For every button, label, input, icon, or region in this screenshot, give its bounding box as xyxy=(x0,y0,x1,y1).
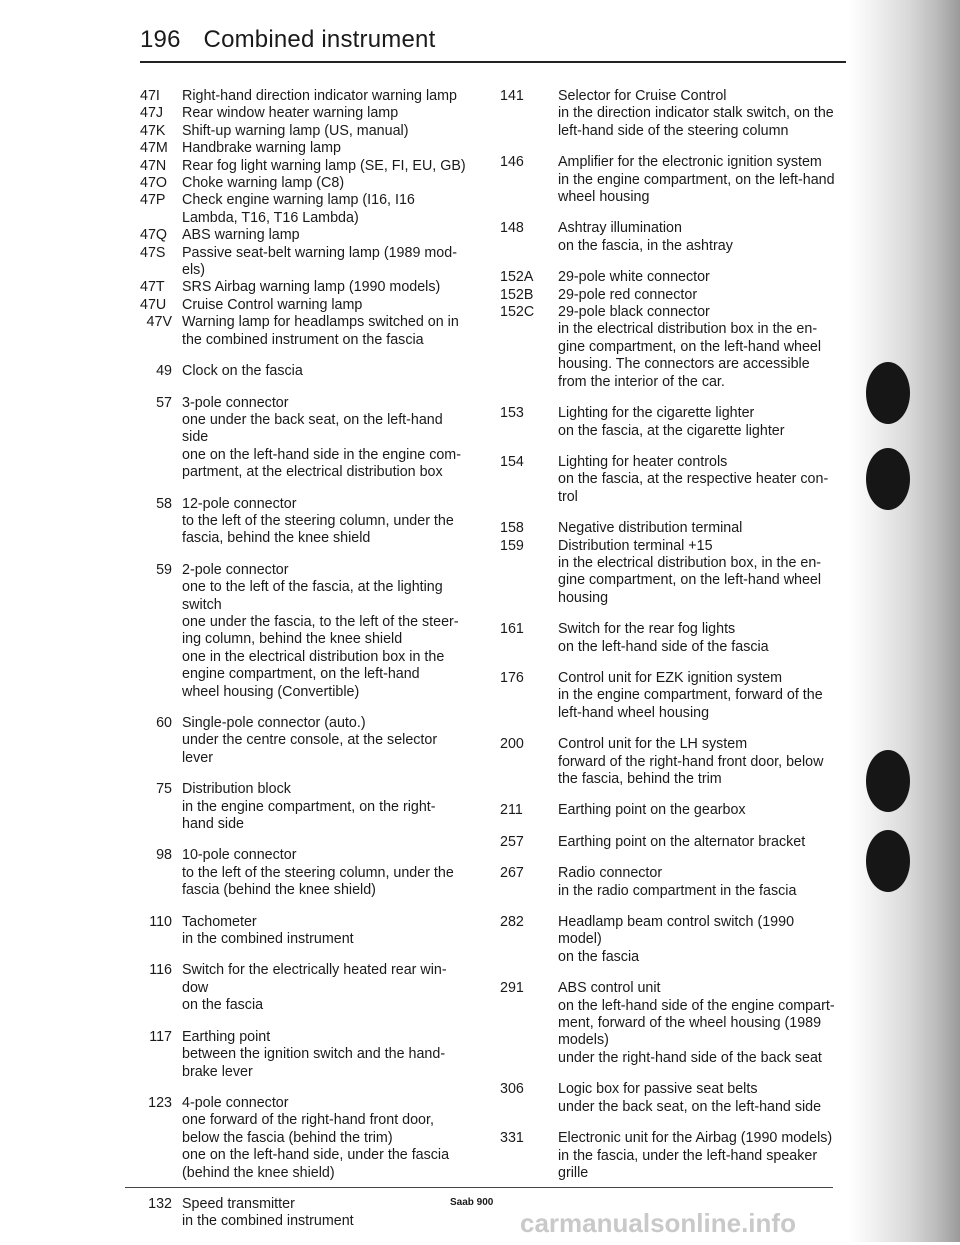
component-code: 47J xyxy=(140,105,164,122)
component-code: 47T xyxy=(140,279,165,296)
legend-entry xyxy=(108,192,478,227)
description-line: Switch for the electrically heated rear win- xyxy=(182,962,447,979)
component-code: 211 xyxy=(500,802,523,819)
component-code: 47V xyxy=(146,314,172,331)
component-code: 49 xyxy=(156,363,172,380)
description-line: to the left of the steering column, under the xyxy=(182,512,454,529)
component-description xyxy=(558,454,862,506)
component-description xyxy=(182,140,478,157)
component-code: 57 xyxy=(156,394,172,411)
description-line: ment, forward of the wheel housing (1989 xyxy=(558,1015,822,1032)
component-code: 161 xyxy=(500,621,524,638)
description-line: Earthing point xyxy=(182,1028,271,1045)
punch-hole xyxy=(866,750,910,812)
description-line: one under the back seat, on the left-hand xyxy=(182,411,443,428)
component-description xyxy=(182,297,478,314)
component-code: 306 xyxy=(500,1081,524,1098)
legend-entry xyxy=(488,980,862,1067)
component-code: 47Q xyxy=(140,227,168,244)
description-line: on the left-hand side of the fascia xyxy=(558,638,769,655)
legend-entry xyxy=(108,140,478,157)
description-line: on the fascia, in the ashtray xyxy=(558,237,733,254)
description-line: the fascia, behind the trim xyxy=(558,771,722,787)
component-code: 159 xyxy=(500,537,524,554)
description-line: from the interior of the car. xyxy=(558,373,725,390)
component-description xyxy=(182,158,478,175)
legend-entry xyxy=(488,287,862,304)
description-line: Lambda, T16, T16 Lambda) xyxy=(182,209,359,226)
legend-entry xyxy=(108,914,478,949)
legend-entry xyxy=(108,496,478,548)
component-description xyxy=(558,914,862,966)
component-code: 47S xyxy=(140,244,166,261)
component-code: 123 xyxy=(148,1094,172,1111)
component-code: 47P xyxy=(140,192,166,209)
description-line: switch xyxy=(182,596,222,613)
footer-label: Saab 900 xyxy=(450,1197,494,1208)
component-code: 98 xyxy=(156,847,172,864)
legend-entry xyxy=(108,1029,478,1081)
legend-entry xyxy=(488,914,862,966)
description-line: model) xyxy=(558,931,602,948)
component-code: 117 xyxy=(149,1028,172,1045)
description-line: Lighting for heater controls xyxy=(558,453,728,470)
component-description xyxy=(182,1095,478,1182)
description-line: in the direction indicator stalk switch, on the xyxy=(558,105,834,122)
component-description xyxy=(182,1196,478,1231)
page-number: 196 xyxy=(140,26,181,53)
description-line: on the fascia, at the cigarette lighter xyxy=(558,422,785,439)
description-line: side xyxy=(182,429,209,446)
component-code: 257 xyxy=(500,833,524,850)
component-code: 47N xyxy=(140,157,167,174)
left-legend-column xyxy=(108,88,478,1245)
component-description xyxy=(558,520,862,537)
description-line: Electronic unit for the Airbag (1990 models) xyxy=(558,1130,833,1147)
description-line: one under the fascia, to the left of the steer- xyxy=(182,613,459,630)
component-description xyxy=(558,802,862,819)
legend-entry xyxy=(488,269,862,286)
description-line: Passive seat-belt warning lamp (1989 mod- xyxy=(182,244,457,261)
component-code: 47O xyxy=(140,175,168,192)
component-description xyxy=(182,962,478,1014)
legend-entry xyxy=(108,245,478,280)
component-description xyxy=(558,538,862,608)
description-line: in the combined instrument xyxy=(182,931,354,948)
description-line: Handbrake warning lamp xyxy=(182,140,341,157)
legend-entry xyxy=(108,227,478,244)
component-description xyxy=(182,245,478,280)
legend-entry xyxy=(488,670,862,722)
description-line: in the engine compartment, on the right- xyxy=(182,798,436,815)
legend-entry xyxy=(488,454,862,506)
component-description xyxy=(558,980,862,1067)
description-line: ing column, behind the knee shield xyxy=(182,631,403,648)
right-legend-column xyxy=(488,88,862,1196)
legend-entry xyxy=(108,1196,478,1231)
component-description xyxy=(558,865,862,900)
component-description xyxy=(182,123,478,140)
component-description xyxy=(558,834,862,851)
legend-entry xyxy=(108,781,478,833)
legend-entry xyxy=(488,538,862,608)
description-line: Choke warning lamp (C8) xyxy=(182,175,345,192)
description-line: Control unit for EZK ignition system xyxy=(558,669,783,686)
component-description xyxy=(182,562,478,701)
component-description xyxy=(182,279,478,296)
component-code: 59 xyxy=(156,561,172,578)
description-line: Rear window heater warning lamp xyxy=(182,105,399,122)
legend-entry xyxy=(108,1095,478,1182)
description-line: left-hand side of the steering column xyxy=(558,122,789,139)
description-line: to the left of the steering column, under the xyxy=(182,864,454,881)
description-line: one forward of the right-hand front door, xyxy=(182,1112,434,1129)
description-line: forward of the right-hand front door, below xyxy=(558,753,824,770)
description-line: one in the electrical distribution box in the xyxy=(182,648,445,665)
description-line: under the back seat, on the left-hand side xyxy=(558,1098,822,1115)
description-line: 12-pole connector xyxy=(182,495,297,512)
component-code: 58 xyxy=(156,495,172,512)
description-line: gine compartment, on the left-hand wheel xyxy=(558,572,822,589)
description-line: one on the left-hand side, under the fascia xyxy=(182,1147,450,1164)
description-line: in the engine compartment, forward of the xyxy=(558,687,823,704)
legend-entry xyxy=(488,865,862,900)
legend-entry xyxy=(488,304,862,391)
description-line: Headlamp beam control switch (1990 xyxy=(558,914,795,931)
punch-hole xyxy=(866,448,910,510)
description-line: on the left-hand side of the engine compart- xyxy=(558,997,835,1014)
legend-entry xyxy=(488,88,862,140)
description-line: Distribution block xyxy=(182,781,291,798)
component-description xyxy=(558,269,862,286)
description-line: in the engine compartment, on the left-hand xyxy=(558,171,835,188)
description-line: Selector for Cruise Control xyxy=(558,88,727,104)
component-description xyxy=(558,287,862,304)
description-line: els) xyxy=(182,262,206,279)
description-line: partment, at the electrical distribution box xyxy=(182,464,443,481)
component-code: 47M xyxy=(140,140,168,157)
footer-rule xyxy=(125,1187,833,1188)
legend-entry xyxy=(108,158,478,175)
component-code: 146 xyxy=(500,154,524,171)
component-description xyxy=(182,227,478,244)
description-line: ABS control unit xyxy=(558,980,661,997)
description-line: Rear fog light warning lamp (SE, FI, EU, GB) xyxy=(182,157,466,174)
description-line: Distribution terminal +15 xyxy=(558,537,713,554)
description-line: on the fascia xyxy=(182,997,264,1014)
component-code: 60 xyxy=(156,715,172,731)
description-line: one to the left of the fascia, at the lighting xyxy=(182,579,443,596)
component-description xyxy=(182,914,478,949)
description-line: Switch for the rear fog lights xyxy=(558,621,736,638)
description-line: Cruise Control warning lamp xyxy=(182,296,363,313)
component-description xyxy=(182,363,478,380)
component-description xyxy=(182,781,478,833)
punch-hole xyxy=(866,362,910,424)
component-code: 152B xyxy=(500,286,534,303)
description-line: hand side xyxy=(182,816,245,833)
description-line: between the ignition switch and the hand- xyxy=(182,1046,446,1063)
description-line: 10-pole connector xyxy=(182,847,297,864)
component-description xyxy=(558,621,862,656)
component-description xyxy=(182,88,478,105)
description-line: Control unit for the LH system xyxy=(558,736,748,753)
description-line: Shift-up warning lamp (US, manual) xyxy=(182,122,409,139)
description-line: models) xyxy=(558,1032,609,1049)
description-line: lever xyxy=(182,749,213,766)
legend-entry xyxy=(488,621,862,656)
component-description xyxy=(182,314,478,349)
legend-entry xyxy=(108,279,478,296)
punch-hole xyxy=(866,830,910,892)
component-description xyxy=(558,405,862,440)
legend-entry xyxy=(108,297,478,314)
description-line: Amplifier for the electronic ignition system xyxy=(558,154,822,171)
description-line: the combined instrument on the fascia xyxy=(182,331,424,348)
component-description xyxy=(558,154,862,206)
component-code: 110 xyxy=(149,913,172,930)
description-line: gine compartment, on the left-hand wheel xyxy=(558,338,822,355)
description-line: Check engine warning lamp (I16, I16 xyxy=(182,192,415,209)
description-line: in the electrical distribution box in the en- xyxy=(558,321,818,338)
description-line: Speed transmitter xyxy=(182,1195,295,1212)
description-line: grille xyxy=(558,1164,589,1181)
legend-entry xyxy=(108,363,478,380)
legend-entry xyxy=(488,1081,862,1116)
description-line: Single-pole connector (auto.) xyxy=(182,715,366,731)
description-line: Logic box for passive seat belts xyxy=(558,1081,758,1098)
component-description xyxy=(558,220,862,255)
legend-entry xyxy=(108,847,478,899)
component-description xyxy=(182,105,478,122)
description-line: Earthing point on the alternator bracket xyxy=(558,833,806,850)
component-code: 152A xyxy=(500,269,534,286)
legend-entry xyxy=(488,220,862,255)
component-description xyxy=(558,304,862,391)
watermark: carmanualsonline.info xyxy=(520,1208,796,1238)
legend-entry xyxy=(108,395,478,482)
legend-entry xyxy=(108,314,478,349)
component-description xyxy=(558,1081,862,1116)
component-description xyxy=(182,715,478,767)
description-line: Clock on the fascia xyxy=(182,363,303,380)
component-description xyxy=(558,670,862,722)
component-code: 132 xyxy=(148,1195,172,1212)
description-line: under the centre console, at the selector xyxy=(182,732,438,749)
binding-edge xyxy=(848,0,960,1242)
description-line: in the fascia, under the left-hand speaker xyxy=(558,1147,818,1164)
legend-entry xyxy=(488,520,862,537)
legend-entry xyxy=(108,88,478,105)
page-header xyxy=(140,26,435,54)
component-description xyxy=(182,1029,478,1081)
description-line: 2-pole connector xyxy=(182,561,289,578)
component-code: 158 xyxy=(500,520,524,537)
description-line: wheel housing xyxy=(558,189,650,206)
legend-entry xyxy=(488,736,862,788)
legend-entry xyxy=(488,802,862,819)
description-line: under the right-hand side of the back seat xyxy=(558,1049,822,1066)
component-code: 267 xyxy=(500,865,524,882)
description-line: in the radio compartment in the fascia xyxy=(558,882,797,899)
component-code: 153 xyxy=(500,405,524,422)
description-line: ABS warning lamp xyxy=(182,227,300,244)
description-line: 29-pole red connector xyxy=(558,286,698,303)
description-line: housing. The connectors are accessible xyxy=(558,356,810,373)
legend-entry xyxy=(108,123,478,140)
legend-entry xyxy=(488,1130,862,1182)
component-code: 282 xyxy=(500,914,524,931)
legend-entry xyxy=(108,715,478,767)
component-code: 331 xyxy=(500,1130,524,1147)
component-description xyxy=(558,88,862,140)
component-code: 75 xyxy=(156,781,172,798)
component-description xyxy=(182,395,478,482)
component-description xyxy=(558,736,862,788)
legend-entry xyxy=(108,105,478,122)
description-line: 29-pole white connector xyxy=(558,269,710,286)
description-line: Warning lamp for headlamps switched on in xyxy=(182,314,459,331)
description-line: fascia (behind the knee shield) xyxy=(182,882,376,899)
legend-entry xyxy=(488,405,862,440)
description-line: in the combined instrument xyxy=(182,1213,354,1230)
component-description xyxy=(182,847,478,899)
description-line: SRS Airbag warning lamp (1990 models) xyxy=(182,279,441,296)
component-code: 141 xyxy=(500,88,524,104)
description-line: wheel housing (Convertible) xyxy=(182,683,360,700)
description-line: (behind the knee shield) xyxy=(182,1164,335,1181)
description-line: engine compartment, on the left-hand xyxy=(182,666,420,683)
component-code: 200 xyxy=(500,736,524,753)
description-line: below the fascia (behind the trim) xyxy=(182,1129,393,1146)
component-code: 291 xyxy=(500,980,524,997)
description-line: Lighting for the cigarette lighter xyxy=(558,405,755,422)
description-line: Ashtray illumination xyxy=(558,220,682,237)
description-line: Radio connector xyxy=(558,865,663,882)
description-line: 4-pole connector xyxy=(182,1094,289,1111)
legend-entry xyxy=(488,154,862,206)
component-code: 47K xyxy=(140,122,166,139)
component-code: 154 xyxy=(500,453,524,470)
component-description xyxy=(558,1130,862,1182)
description-line: brake lever xyxy=(182,1063,253,1080)
component-description xyxy=(182,175,478,192)
component-description xyxy=(182,192,478,227)
legend-entry xyxy=(108,962,478,1014)
component-code: 47I xyxy=(140,88,160,104)
description-line: Tachometer xyxy=(182,913,257,930)
description-line: fascia, behind the knee shield xyxy=(182,530,371,547)
component-code: 47U xyxy=(140,296,167,313)
page-title: Combined instrument xyxy=(203,26,436,53)
component-code: 116 xyxy=(149,962,172,979)
description-line: left-hand wheel housing xyxy=(558,704,710,721)
description-line: Right-hand direction indicator warning lamp xyxy=(182,88,457,104)
description-line: Negative distribution terminal xyxy=(558,520,743,537)
description-line: on the fascia xyxy=(558,948,640,965)
description-line: 29-pole black connector xyxy=(558,304,710,321)
description-line: Earthing point on the gearbox xyxy=(558,802,746,819)
component-code: 148 xyxy=(500,220,524,237)
description-line: 3-pole connector xyxy=(182,394,289,411)
description-line: one on the left-hand side in the engine com- xyxy=(182,446,461,463)
component-description xyxy=(182,496,478,548)
header-rule xyxy=(140,61,846,63)
description-line: dow xyxy=(182,979,209,996)
legend-entry xyxy=(488,834,862,851)
description-line: housing xyxy=(558,589,609,606)
component-code: 152C xyxy=(500,304,535,321)
legend-entry xyxy=(108,175,478,192)
description-line: in the electrical distribution box, in the en- xyxy=(558,554,822,571)
description-line: trol xyxy=(558,488,578,505)
description-line: on the fascia, at the respective heater con- xyxy=(558,471,829,488)
component-code: 176 xyxy=(500,669,524,686)
legend-entry xyxy=(108,562,478,701)
